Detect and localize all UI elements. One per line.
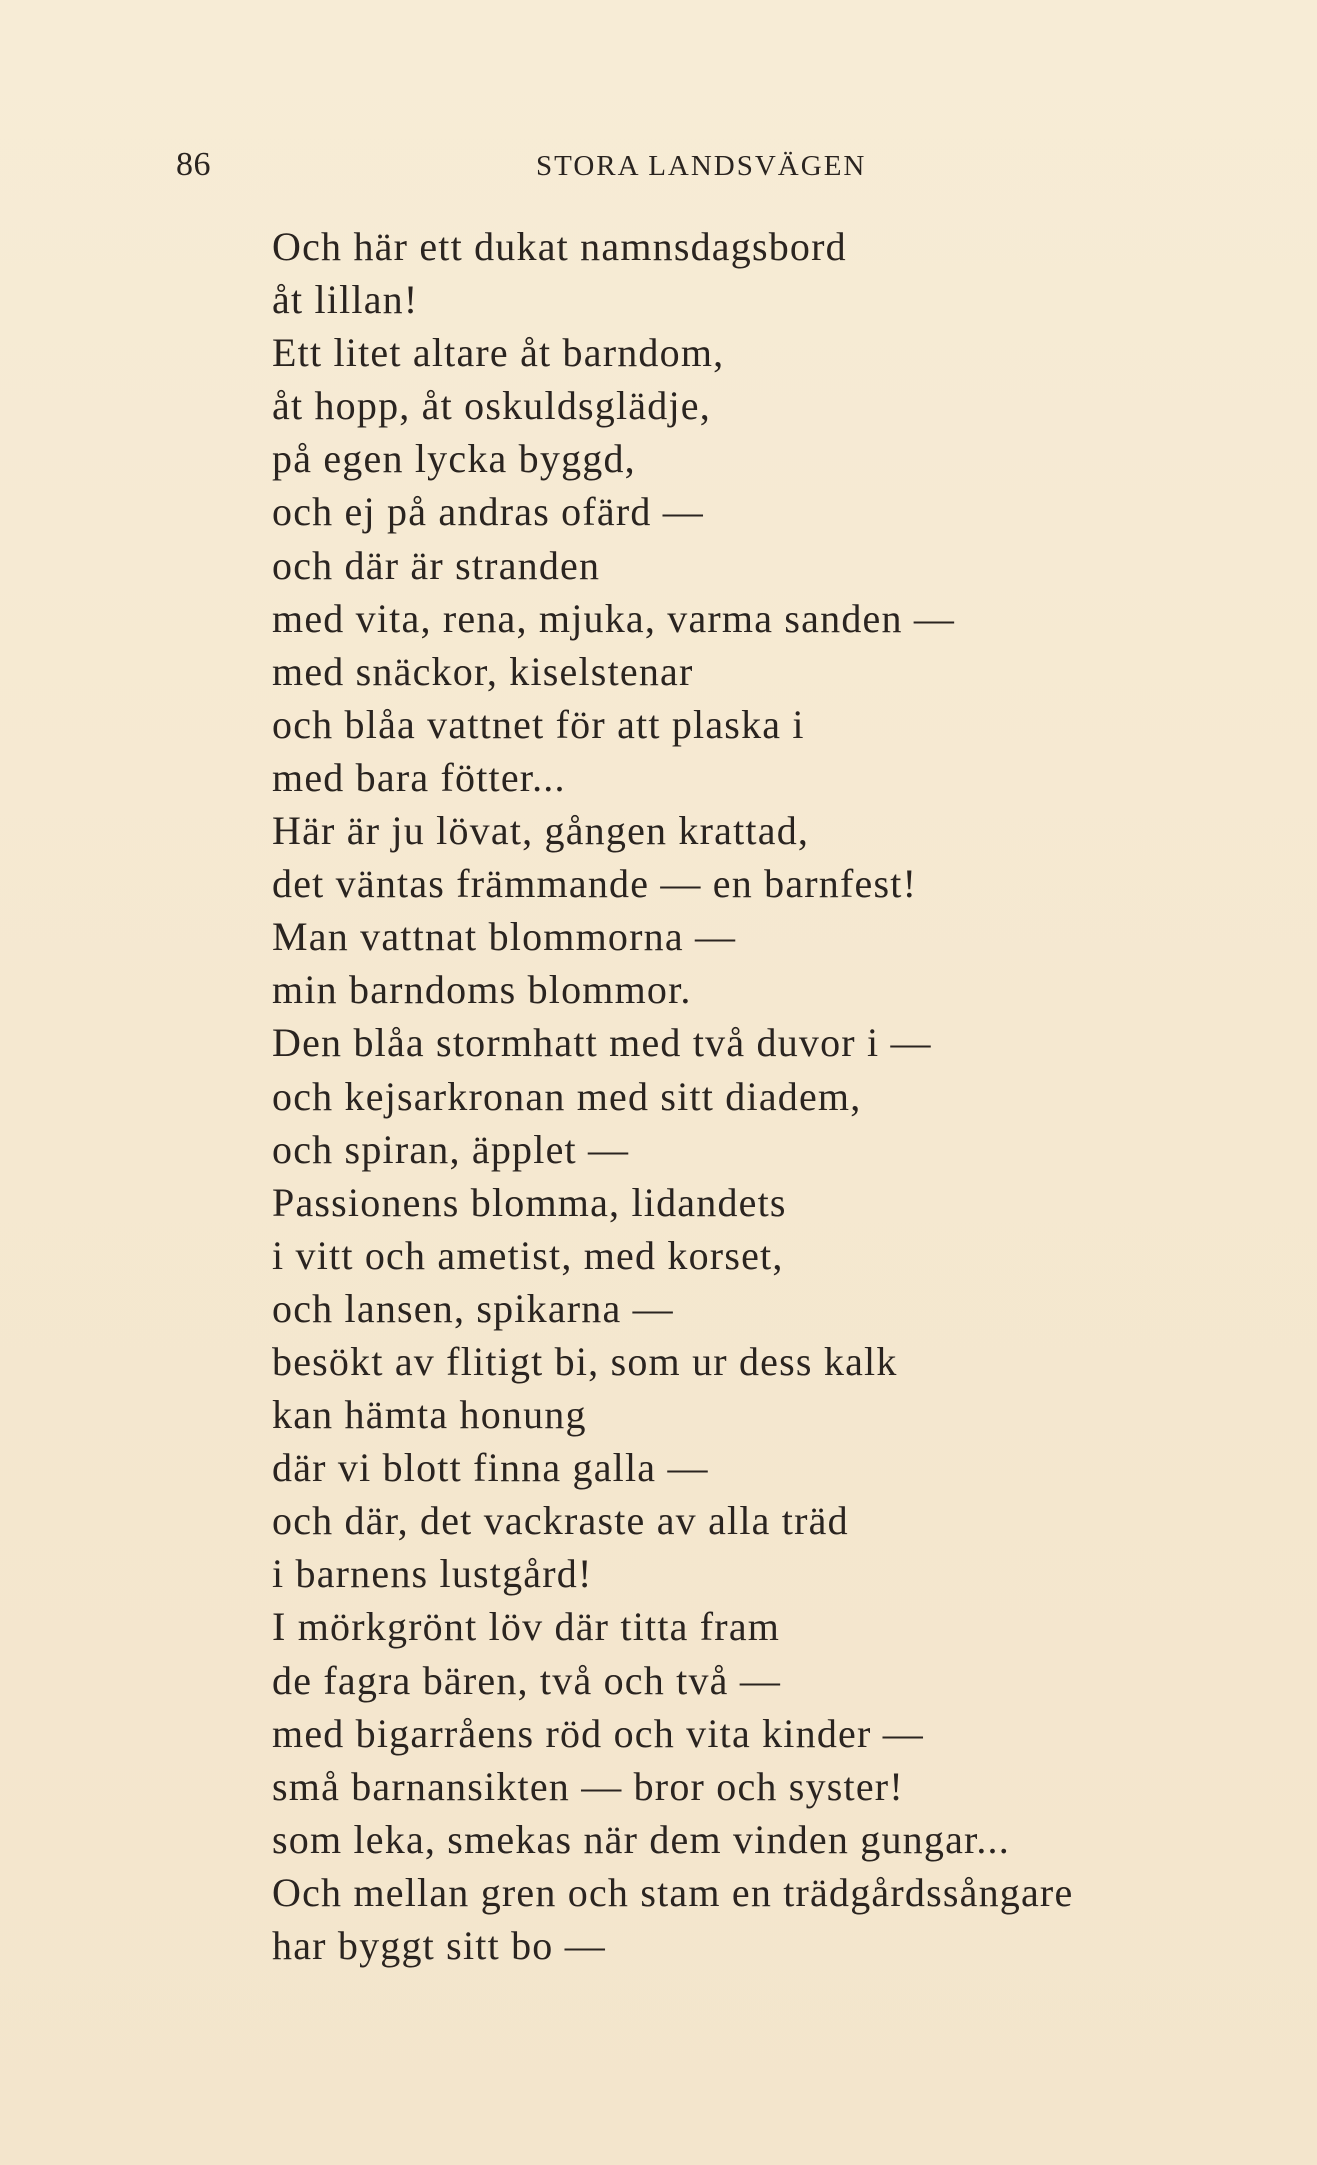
poem-line: med snäckor, kiselstenar bbox=[272, 648, 694, 694]
poem-line: i barnens lustgård! bbox=[272, 1551, 593, 1597]
poem-line: och lansen, spikarna — bbox=[272, 1285, 674, 1331]
poem-line: besökt av flitigt bi, som ur dess kalk bbox=[272, 1338, 898, 1384]
poem-line: Här är ju lövat, gången krattad, bbox=[272, 808, 810, 854]
poem-line: det väntas främmande — en barnfest! bbox=[272, 861, 918, 907]
poem-line: små barnansikten — bror och syster! bbox=[272, 1763, 904, 1809]
poem-line: och där är stranden bbox=[272, 542, 601, 588]
poem-line: och ej på andras ofärd — bbox=[272, 489, 704, 535]
poem-line: som leka, smekas när dem vinden gungar... bbox=[272, 1816, 1010, 1862]
poem-line: där vi blott finna galla — bbox=[272, 1445, 709, 1491]
poem-line: i vitt och ametist, med korset, bbox=[272, 1232, 784, 1278]
poem-line: Den blåa stormhatt med två duvor i — bbox=[272, 1020, 932, 1066]
poem-line: med bara fötter... bbox=[272, 754, 566, 800]
poem-line: kan hämta honung bbox=[272, 1392, 587, 1438]
poem-line: de fagra bären, två och två — bbox=[272, 1657, 782, 1703]
poem-line: och där, det vackraste av alla träd bbox=[272, 1498, 849, 1544]
poem-line: Ett litet altare åt barndom, bbox=[272, 330, 725, 376]
poem-line: Passionens blomma, lidandets bbox=[272, 1179, 787, 1225]
poem-line: Man vattnat blommorna — bbox=[272, 914, 737, 960]
poem-line: Och mellan gren och stam en trädgårdssångare bbox=[272, 1869, 1074, 1915]
poem-line: och kejsarkronan med sitt diadem, bbox=[272, 1073, 862, 1119]
poem-line: åt hopp, åt oskuldsglädje, bbox=[272, 383, 711, 429]
poem-text bbox=[272, 220, 1073, 1972]
poem-line: på egen lycka byggd, bbox=[272, 436, 636, 482]
running-title: STORA LANDSVÄGEN bbox=[536, 150, 867, 182]
poem-line: och blåa vattnet för att plaska i bbox=[272, 701, 805, 747]
poem-line: och spiran, äpplet — bbox=[272, 1126, 630, 1172]
poem-line: har byggt sitt bo — bbox=[272, 1923, 606, 1968]
poem-line: med bigarråens röd och vita kinder — bbox=[272, 1710, 924, 1756]
poem-line: med vita, rena, mjuka, varma sanden — bbox=[272, 595, 956, 641]
poem-line: I mörkgrönt löv där titta fram bbox=[272, 1604, 781, 1650]
page-number: 86 bbox=[176, 146, 211, 183]
poem-line: min barndoms blommor. bbox=[272, 967, 692, 1013]
poem-line: åt lillan! bbox=[272, 277, 419, 323]
poem-line: Och här ett dukat namnsdagsbord bbox=[272, 224, 847, 269]
